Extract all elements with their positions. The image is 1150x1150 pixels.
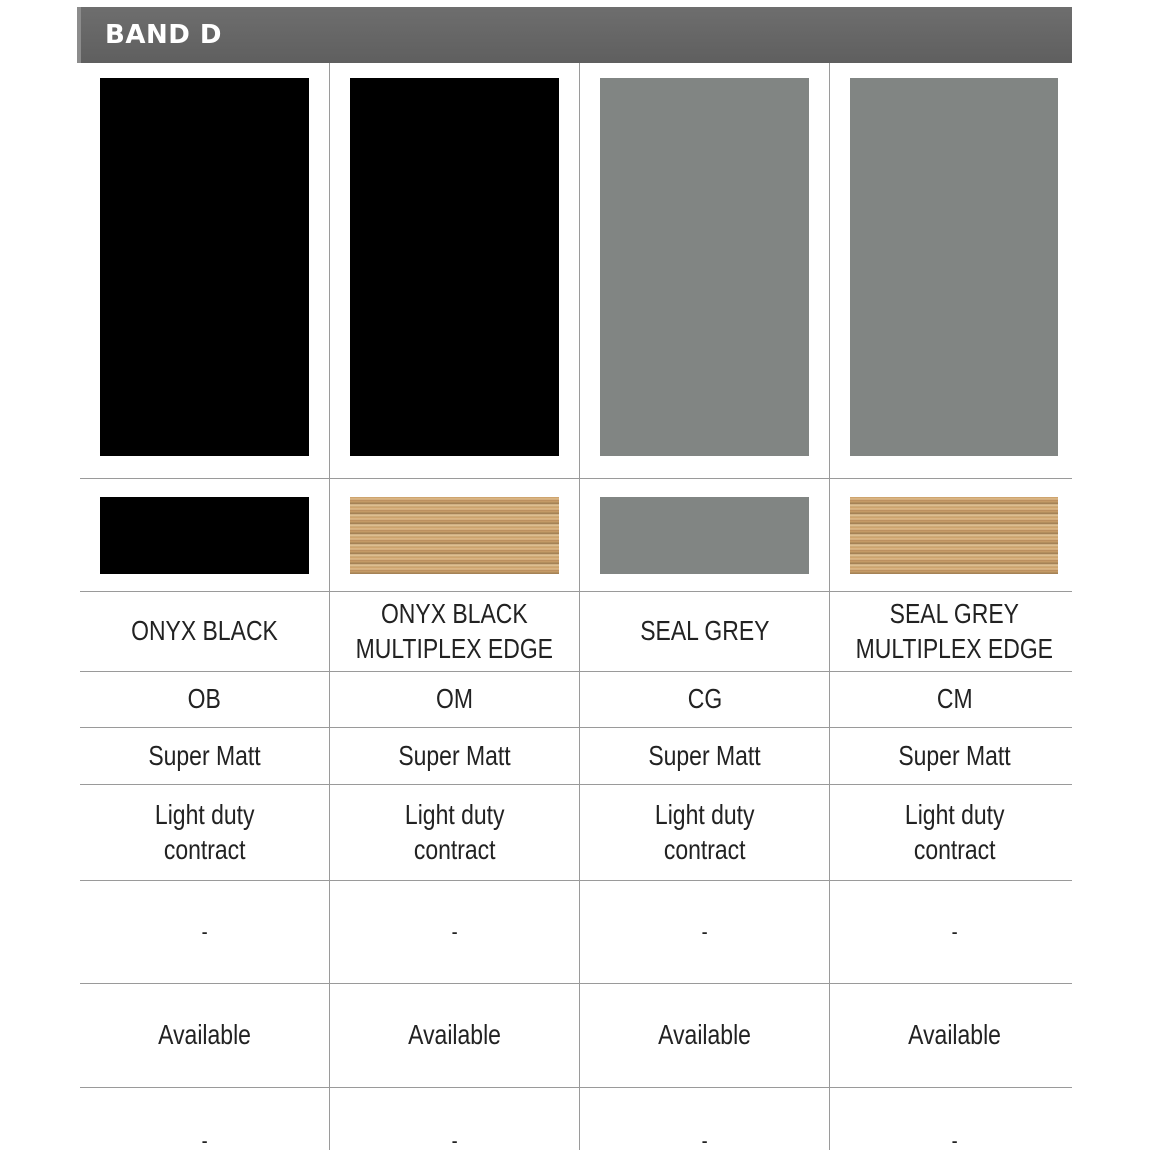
- product-availability: Available: [408, 1019, 501, 1051]
- product-row7-value: -: [451, 1127, 458, 1150]
- product-name: SEAL GREY: [639, 615, 770, 647]
- product-finish: Super Matt: [648, 739, 761, 771]
- band-header: [77, 7, 1072, 63]
- product-code: OB: [187, 683, 222, 715]
- product-table: [80, 63, 1072, 1150]
- row-divider: [80, 1087, 1072, 1088]
- face-swatch: [100, 78, 309, 456]
- product-usage: Light duty contract: [654, 799, 755, 865]
- edge-swatch: [100, 497, 309, 574]
- edge-swatch: [350, 497, 559, 574]
- product-row7-value: -: [951, 1127, 958, 1150]
- band-title: BAND D: [105, 20, 222, 50]
- product-row5-value: -: [451, 918, 458, 944]
- face-swatch: [600, 78, 809, 456]
- product-name: ONYX BLACK: [131, 615, 278, 647]
- product-finish: Super Matt: [898, 739, 1011, 771]
- product-row7-value: -: [701, 1127, 708, 1150]
- product-name: ONYX BLACK MULTIPLEX EDGE: [355, 598, 554, 664]
- product-usage: Light duty contract: [404, 799, 505, 865]
- face-swatch: [850, 78, 1058, 456]
- row-divider: [80, 478, 1072, 479]
- product-name: SEAL GREY MULTIPLEX EDGE: [855, 598, 1054, 664]
- product-code: OM: [435, 683, 473, 715]
- product-availability: Available: [908, 1019, 1001, 1051]
- product-code: CG: [687, 683, 722, 715]
- face-swatch: [350, 78, 559, 456]
- product-row5-value: -: [201, 918, 208, 944]
- edge-swatch: [600, 497, 809, 574]
- product-usage: Light duty contract: [904, 799, 1005, 865]
- product-availability: Available: [658, 1019, 751, 1051]
- product-row7-value: -: [201, 1127, 208, 1150]
- product-finish: Super Matt: [398, 739, 511, 771]
- product-availability: Available: [158, 1019, 251, 1051]
- product-usage: Light duty contract: [154, 799, 255, 865]
- product-row5-value: -: [951, 918, 958, 944]
- product-finish: Super Matt: [148, 739, 261, 771]
- product-code: CM: [936, 683, 973, 715]
- edge-swatch: [850, 497, 1058, 574]
- product-row5-value: -: [701, 918, 708, 944]
